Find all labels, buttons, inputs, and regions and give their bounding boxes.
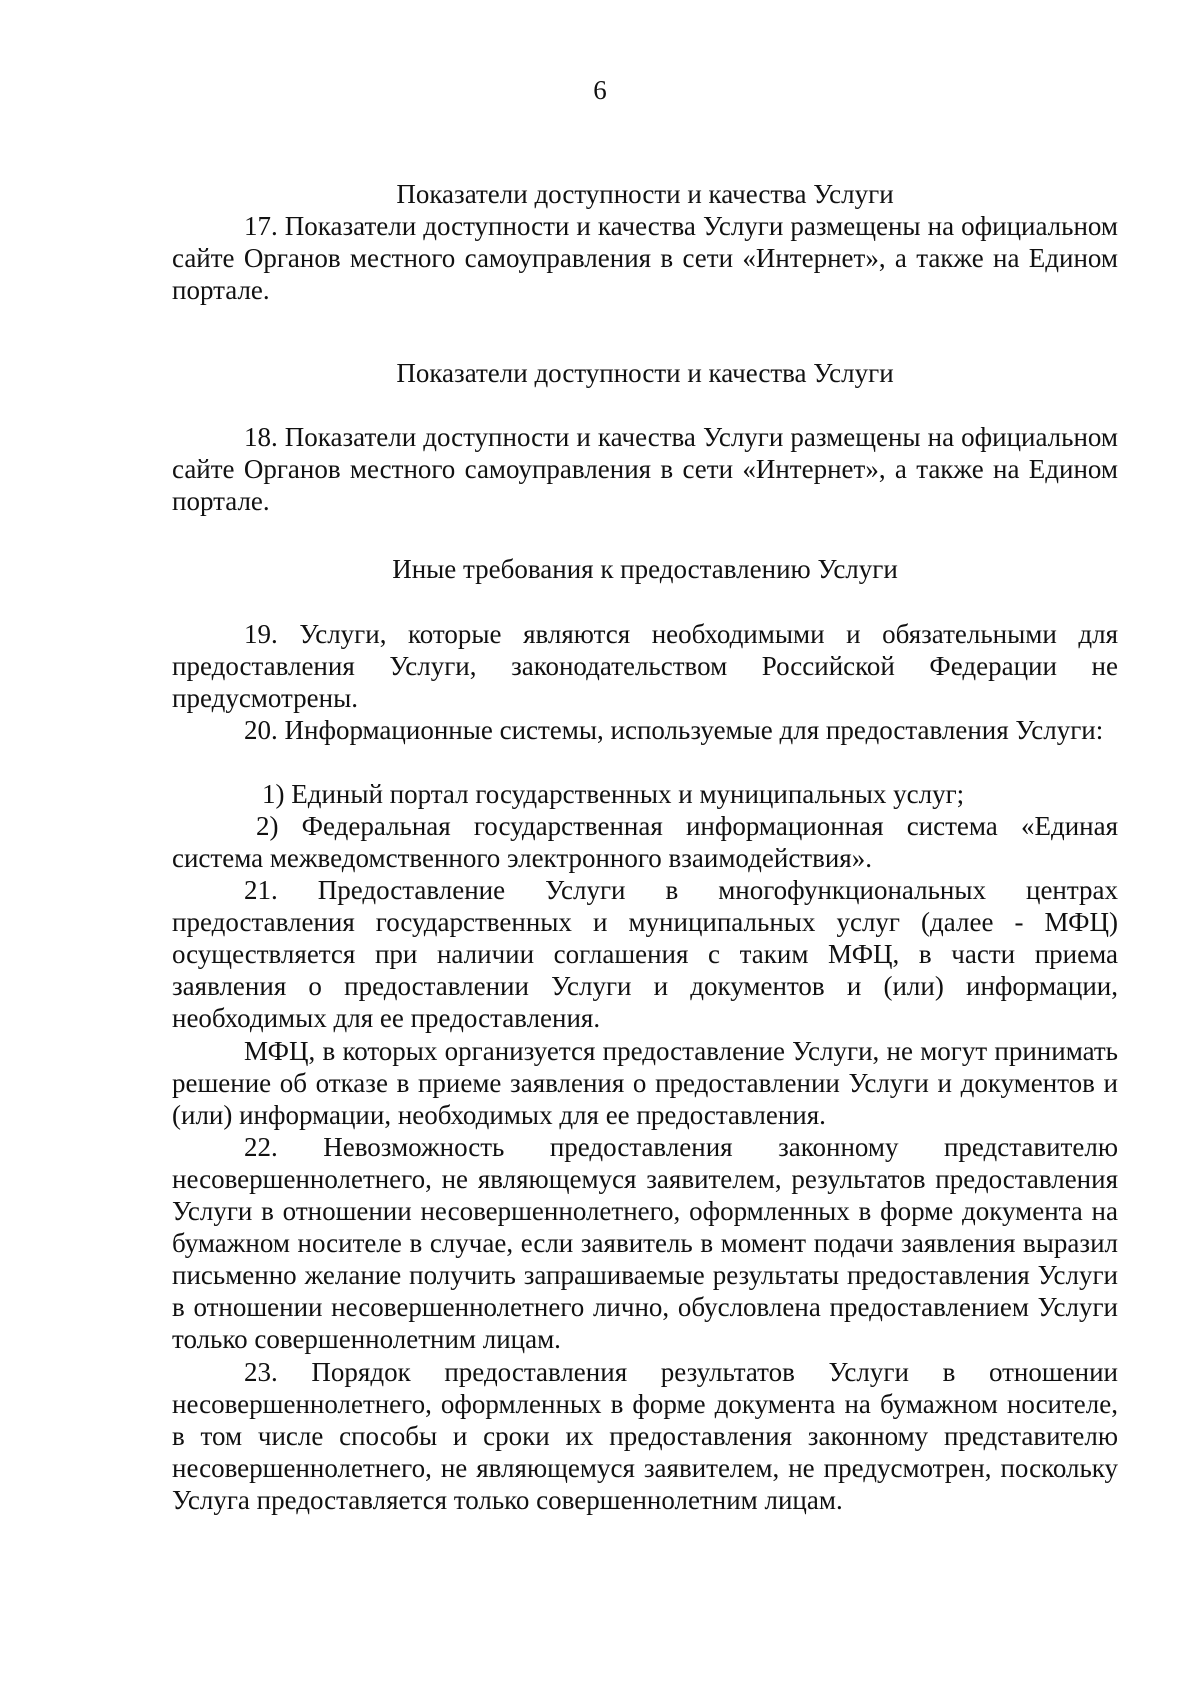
- paragraph-17: 17. Показатели доступности и качества Услуги размещены на официальном сайте Органов местного самоуправления в сети «Интернет», а также на Едином портале.: [172, 211, 1118, 305]
- list-item-1: 1) Единый портал государственных и муниципальных услуг;: [262, 779, 965, 809]
- section-heading-availability-1: Показатели доступности и качества Услуги: [396, 179, 894, 209]
- section-heading-other-requirements: Иные требования к предоставлению Услуги: [392, 554, 898, 584]
- paragraph-22: 22. Невозможность предоставления законному представителю несовершеннолетнего, не являющемуся заявителем, результатов предоставления Услуги в отношении несовершеннолетнего, оформленных в форме документа на бумажном носителе в случае, если заявитель в момент подачи заявления выразил письменно желание получить запрашиваемые результаты предоставления Услуги в отношении несовершеннолетнего лично, обусловлена предоставлением Услуги только совершеннолетним лицам.: [172, 1132, 1118, 1354]
- paragraph-18: 18. Показатели доступности и качества Услуги размещены на официальном сайте Органов местного самоуправления в сети «Интернет», а также на Едином портале.: [172, 422, 1118, 516]
- paragraph-23: 23. Порядок предоставления результатов Услуги в отношении несовершеннолетнего, оформленных в форме документа на бумажном носителе, в том числе способы и сроки их предоставления законному представителю несовершеннолетнего, не являющемуся заявителем, не предусмотрен, поскольку Услуга предоставляется только совершеннолетним лицам.: [172, 1357, 1118, 1515]
- paragraph-21-mfc: МФЦ, в которых организуется предоставление Услуги, не могут принимать решение об отказе в приеме заявления о предоставлении Услуги и документов и (или) информации, необходимых для ее предоставления.: [172, 1036, 1118, 1130]
- list-item-2: 2) Федеральная государственная информационная система «Единая система межведомственного электронного взаимодействия».: [172, 811, 1118, 873]
- paragraph-19: 19. Услуги, которые являются необходимыми и обязательными для предоставления Услуги, законодательством Российской Федерации не предусмотрены.: [172, 619, 1118, 713]
- section-heading-availability-2: Показатели доступности и качества Услуги: [396, 358, 894, 388]
- page-number: 6: [593, 75, 607, 105]
- paragraph-20: 20. Информационные системы, используемые для предоставления Услуги:: [244, 715, 1104, 745]
- paragraph-21: 21. Предоставление Услуги в многофункциональных центрах предоставления государственных и муниципальных услуг (далее - МФЦ) осуществляется при наличии соглашения с таким МФЦ, в части приема заявления о предоставлении Услуги и документов и (или) информации, необходимых для ее предоставления.: [172, 875, 1118, 1033]
